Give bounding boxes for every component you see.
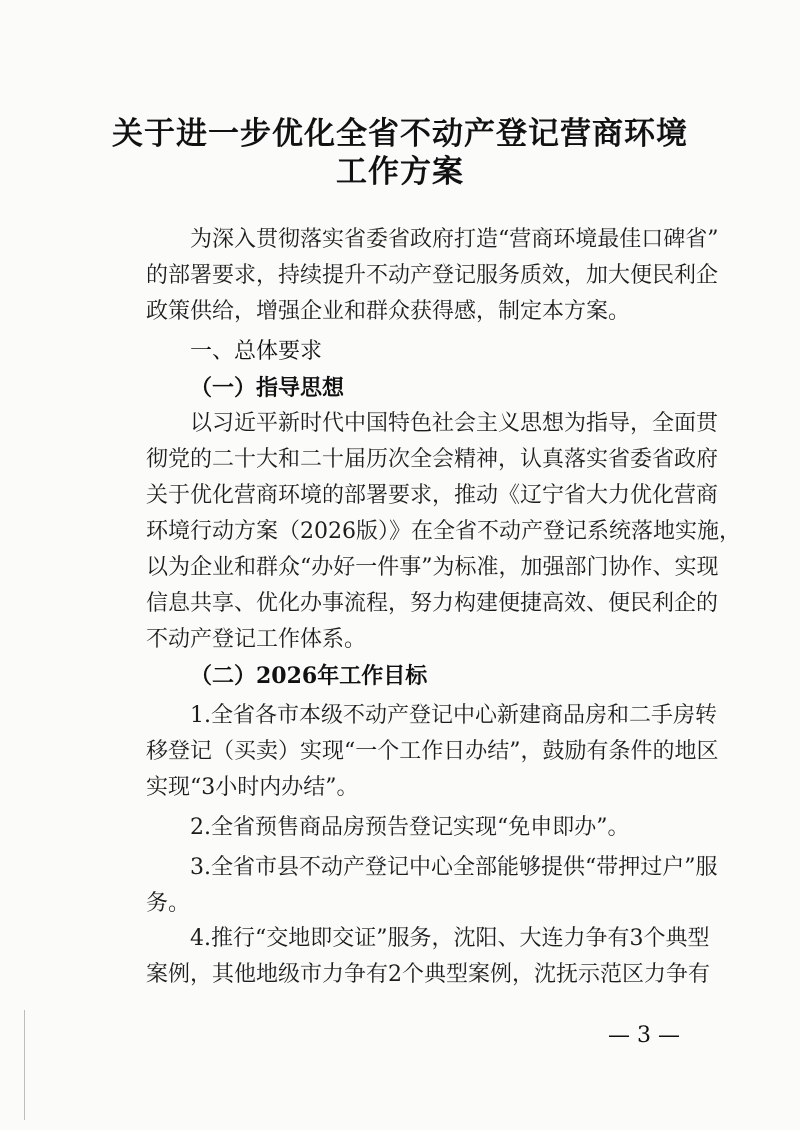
goal-item-1-line: 实现“3小时内办结”。 bbox=[146, 775, 359, 800]
goal-item-2-line: 2.全省预售商品房预告登记实现“免申即办”。 bbox=[190, 815, 630, 840]
goal-item-4-line: 案例，其他地级市力争有2个典型案例，沈抚示范区力争有 bbox=[146, 962, 710, 987]
page-number: — 3 — bbox=[608, 1023, 680, 1048]
paragraph-line: 环境行动方案（2026版）》在全省不动产登记系统落地实施， bbox=[146, 519, 741, 544]
paragraph-line: 信息共享、优化办事流程，努力构建便捷高效、便民利企的 bbox=[146, 591, 719, 616]
intro-line-2: 的部署要求，持续提升不动产登记服务质效，加大便民利企 bbox=[146, 263, 719, 288]
paragraph-line: 以为企业和群众“办好一件事”为标准，加强部门协作、实现 bbox=[146, 555, 719, 580]
goal-item-4-line: 4.推行“交地即交证”服务，沈阳、大连力争有3个典型 bbox=[190, 926, 710, 951]
paragraph-line: 彻党的二十大和二十届历次全会精神，认真落实省委省政府 bbox=[146, 447, 719, 472]
scan-margin-line bbox=[24, 1010, 25, 1120]
goal-item-1-line: 移登记（买卖）实现“一个工作日办结”，鼓励有条件的地区 bbox=[146, 739, 719, 764]
intro-line-3: 政策供给，增强企业和群众获得感，制定本方案。 bbox=[146, 299, 631, 324]
paragraph-line: 关于优化营商环境的部署要求，推动《辽宁省大力优化营商 bbox=[146, 483, 719, 508]
intro-line-1: 为深入贯彻落实省委省政府打造“营商环境最佳口碑省” bbox=[190, 227, 719, 252]
goal-item-1-line: 1.全省各市本级不动产登记中心新建商品房和二手房转 bbox=[190, 703, 717, 728]
section-heading: 一、总体要求 bbox=[190, 339, 323, 364]
goal-item-3-line: 3.全省市县不动产登记中心全部能够提供“带押过户”服 bbox=[190, 855, 718, 880]
subsection-heading-2: （二）2026年工作目标 bbox=[190, 663, 428, 689]
paragraph-line: 以习近平新时代中国特色社会主义思想为指导，全面贯 bbox=[190, 411, 719, 436]
document-title-line-1: 关于进一步优化全省不动产登记营商环境 bbox=[112, 116, 688, 152]
goal-item-3-line: 务。 bbox=[146, 891, 191, 916]
document-title-line-2: 工作方案 bbox=[336, 154, 464, 190]
subsection-heading-1: （一）指导思想 bbox=[190, 375, 345, 401]
paragraph-line: 不动产登记工作体系。 bbox=[146, 627, 367, 652]
